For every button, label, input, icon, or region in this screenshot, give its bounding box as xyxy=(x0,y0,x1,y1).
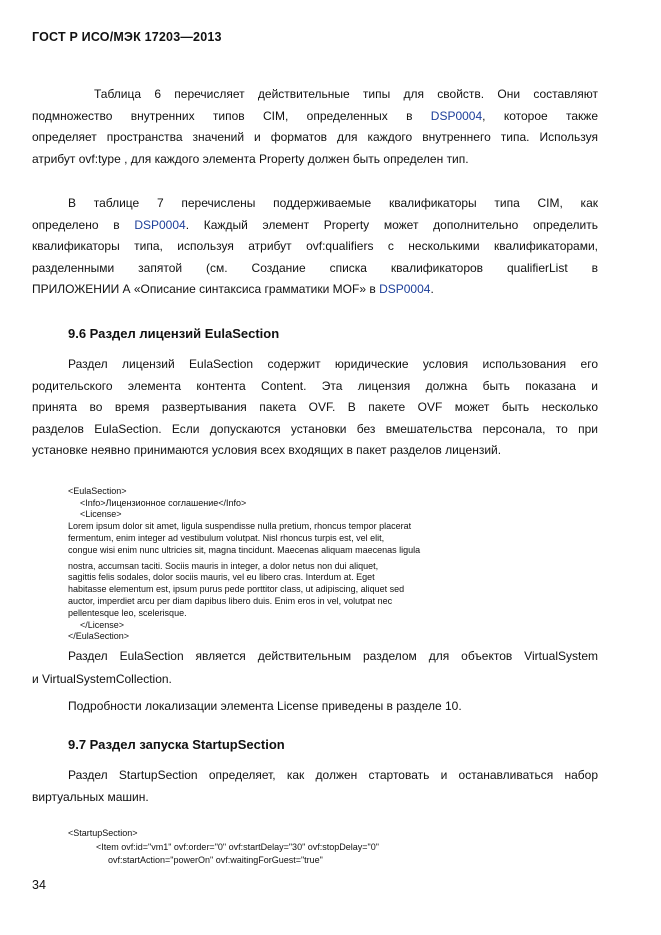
text-line: разделенными запятой (см. Создание списка квалификаторов qualifierList в xyxy=(32,260,598,275)
code-block-eula xyxy=(68,474,420,667)
paragraph-eula xyxy=(32,354,598,462)
text-segment: . xyxy=(430,282,434,296)
section-heading-9-6: 9.6 Раздел лицензий EulaSection xyxy=(68,326,280,341)
code-line: habitasse elementum est, ipsum purus pede porttitor class, ut adipiscing, aliquet sed xyxy=(68,584,405,595)
text-line: виртуальных машин. xyxy=(32,789,149,804)
section-heading-9-7: 9.7 Раздел запуска StartupSection xyxy=(68,737,285,752)
paragraph-table6 xyxy=(32,84,598,170)
page-header-standard-title: ГОСТ Р ИСО/МЭК 17203—2013 xyxy=(32,30,222,44)
text-line: Подробности локализации элемента License приведены в разделе 10. xyxy=(68,699,462,713)
code-line: fermentum, enim integer ad vestibulum volutpat. Nisl rhoncus turpis est, vel elit, xyxy=(68,532,385,543)
text-segment: определено в xyxy=(32,217,135,232)
code-line: auctor, imperdiet arcu per diam dapibus libero duis. Enim eros in vel, volutpat nec xyxy=(68,595,393,606)
code-line: <Info>Лицензионное соглашение</Info> xyxy=(80,497,247,508)
text-line: квалификаторы типа, используя атрибут ovf:qualifiers с несколькими квалификаторами, xyxy=(32,239,598,253)
paragraph-eula-valid xyxy=(32,646,598,690)
text-line: родительского элемента контента Content. Эта лицензия должна быть показана и xyxy=(32,378,598,393)
text-line: Раздел лицензий EulaSection содержит юридические условия использования его xyxy=(68,357,598,371)
text-line xyxy=(32,215,598,237)
text-segment: . Каждый элемент Property может дополнительно определить xyxy=(185,217,598,232)
code-line: sagittis felis sodales, dolor sociis mauris, vel eu libero cras. Interdum at. Eget xyxy=(68,572,375,583)
dsp0004-link[interactable]: DSP0004 xyxy=(134,217,186,232)
code-line: <Item ovf:id="vm1" ovf:order="0" ovf:startDelay="30" ovf:stopDelay="0" xyxy=(96,841,379,852)
code-line: </License> xyxy=(80,619,125,630)
text-line: разделов EulaSection. Если допускаются установки без вмешательства персонала, то при xyxy=(32,421,598,436)
page-number: 34 xyxy=(32,878,46,892)
text-line: и VirtualSystemCollection. xyxy=(32,671,172,686)
paragraph-license-localization xyxy=(32,696,598,718)
text-line xyxy=(32,106,598,128)
code-line: nostra, accumsan taciti. Sociis mauris in integer, a dolor netus non dui aliquet, xyxy=(68,560,379,571)
code-line: </EulaSection> xyxy=(68,631,130,642)
text-line: установке неявно принимаются условия всех входящих в пакет разделов лицензий. xyxy=(32,443,502,457)
text-line: В таблице 7 перечислены поддерживаемые квалификаторы типа CIM, как xyxy=(68,196,598,210)
paragraph-startup xyxy=(32,765,598,808)
dsp0004-link[interactable]: DSP0004 xyxy=(379,282,431,296)
text-segment: , которое также xyxy=(482,108,598,123)
text-segment: ПРИЛОЖЕНИИ А «Описание синтаксиса грамматики MOF» в xyxy=(32,282,380,296)
paragraph-table7 xyxy=(32,193,598,301)
code-line: congue wisi enim nunc ultricies sit, magna tincidunt. Maecenas aliquam maecenas ligula xyxy=(68,544,421,555)
text-line: Таблица 6 перечисляет действительные типы для свойств. Они составляют xyxy=(94,87,598,101)
text-line: Раздел StartupSection определяет, как должен стартовать и останавливаться набор xyxy=(68,768,598,782)
text-line: Раздел EulaSection является действительным разделом для объектов VirtualSystem xyxy=(68,649,598,663)
code-line: <EulaSection> xyxy=(68,485,127,496)
text-line: атрибут ovf:type , для каждого элемента Property должен быть определен тип. xyxy=(32,151,469,166)
code-line: Lorem ipsum dolor sit amet, ligula suspendisse nulla pretium, rhoncus tempor placerat xyxy=(68,521,412,532)
code-line: ovf:startAction="powerOn" ovf:waitingForGuest="true" xyxy=(108,855,323,866)
text-segment: подмножество внутренних типов CIM, определенных в xyxy=(32,108,431,123)
code-block-startup xyxy=(68,816,379,891)
code-line: pellentesque leo, scelerisque. xyxy=(68,607,187,618)
text-line: принята во время развертывания пакета OVF. В пакете OVF может быть несколько xyxy=(32,400,598,414)
code-line: <License> xyxy=(80,509,122,520)
text-line xyxy=(32,279,598,301)
dsp0004-link[interactable]: DSP0004 xyxy=(430,108,483,123)
code-line: <StartupSection> xyxy=(68,827,138,838)
text-line: определяет пространства значений и форматов для каждого внутреннего типа. Используя xyxy=(32,130,598,144)
